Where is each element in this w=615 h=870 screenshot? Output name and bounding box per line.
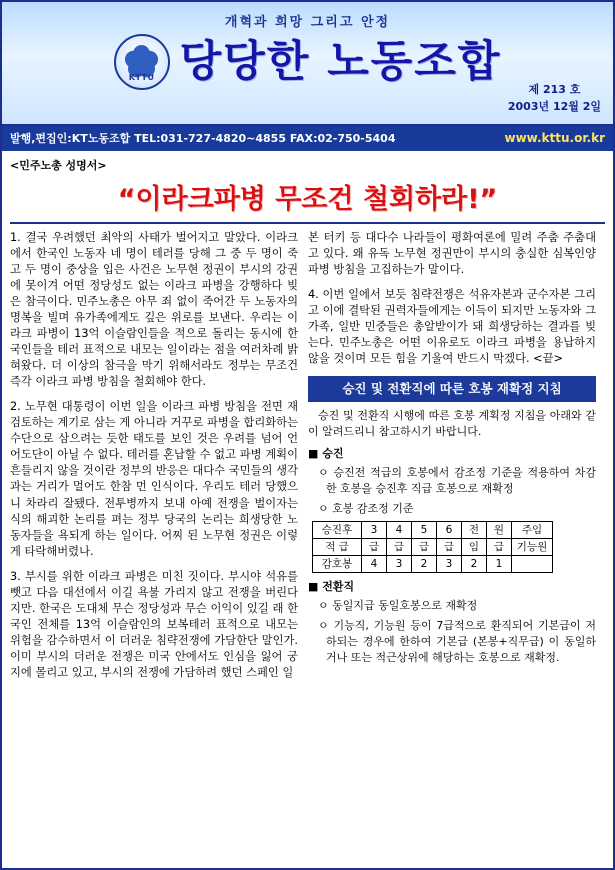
paragraph: 4. 이번 일에서 보듯 침략전쟁은 석유자본과 군수자본 그리고 이에 결탁된 권력자들에게는 이득이 되지만 노동자와 그 가족, 일반 민중들은 총알받이가 돼 희생당하는 결과를 빚는다. 민주노총은 어떤 이유로도 이라크 파병을 용납하지 않을 것이며 모든 힘을 기울여 반드시 막겠다. <끝> [308, 288, 596, 366]
table-cell: 주임 [512, 521, 553, 538]
paragraph: 3. 부시를 위한 이라크 파병은 미친 짓이다. 부시야 석유를 뺏고 다음 대선에서 이길 욕불 가리지 않고 전쟁을 버린다지만. 한국은 도대체 무슨 정당성과 무슨 이익이 있길 래 한국인 전체를 13억 이슬람인의 보복테러 표적으로 내모는 위험을 감수하면서 이 더러운 침략전쟁에 가담한단 말인가. 이미 부시의 더러운 전쟁은 미국 안에서도 인심을 잃어 궁지에 몰리고 있고, 부시의 전쟁에 가담하려 했던 스페인 일 [10, 569, 298, 679]
table-cell: 3 [437, 555, 462, 572]
table-cell: 1 [487, 555, 512, 572]
sub-section-1-title: ■ 승진 [308, 446, 344, 460]
union-logo-icon [114, 34, 170, 90]
grade-table-wrap [312, 521, 596, 573]
sub-intro: 승진 및 전환직 시행에 따른 호봉 계획정 지침을 아래와 같이 알려드리니 참고하시기 바랍니다. [308, 409, 596, 438]
article-kicker: <민주노총 성명서> [10, 159, 107, 172]
issue-date: 2003년 12월 2일 [507, 99, 601, 113]
issue-number: 제 213 호 [528, 83, 581, 96]
table-cell: 5 [412, 521, 437, 538]
table-cell: 2 [412, 555, 437, 572]
table-cell: 2 [462, 555, 487, 572]
right-column [308, 230, 596, 836]
sub-section-2-item: ㅇ 기능직, 기능원 등이 7급적으로 환직되어 기본급이 저하되는 경우에 한하여 기본급 (본봉+직무급) 이 동일하거나 또는 적근상위에 해당하는 호봉으로 재확정. [318, 618, 596, 664]
contact-info: 발행,편집인:KT노동조합 TEL:031-727-4820~4855 FAX:02-750-5404 [10, 132, 396, 145]
table-cell: 급 [362, 538, 387, 555]
paragraph: 2. 노무현 대통령이 이번 일을 이라크 파병 방침을 전면 재검토하는 계기로 삼는 게 아니라 거꾸로 파병을 합리화하는 수단으로 삼으려는 듯한 태도를 보인 것은 우려를 넘어 언어도단이 아닐 수 없다. 테러를 혼납할 수 없고 파병 계획이 흔들리지 않을 것이란 정부의 반응은 대다수 국민들의 생각과는 거리가 멀어도 한참 먼 인식이다. 우리도 테러 당했으니 차라리 잘됐다. 전투병까지 보내 아예 전쟁을 벌이자는 식의 해괴한 논리를 펴는 정부 당국의 논리는 희생당한 노동자들을 욕되게 하는 일이다. 어찌 된 노무현 정권은 이렇게 타락해버렸나. [10, 400, 298, 558]
paper-title: 당당한 노동조합 [179, 36, 502, 87]
sub-section-2-title: ■ 전환직 [308, 579, 355, 593]
table-cell: 4 [362, 555, 387, 572]
contact-bar [2, 126, 613, 151]
masthead [2, 2, 613, 126]
sub-section-1-item: ㅇ 호봉 감조정 기준 [318, 501, 414, 515]
table-cell: 승진후 [313, 521, 362, 538]
paragraph: 1. 결국 우려했던 최악의 사태가 벌어지고 말았다. 이라크에서 한국인 노동자 네 명이 테러를 당해 그 중 두 명이 죽고 두 명이 중상을 입은 사건은 노무현 정권이 부시의 강권에 못이겨 어떤 정당성도 없는 이라크 파병을 강행하다 빚은 참극이다. 민주노총은 아무 죄 없이 죽어간 두 노동자의 명복을 빌며 유가족에게도 깊은 위로를 보낸다. 우리는 이라크 파병이 13억 이슬람인들을 적으로 돌리는 동시에 한국인들을 테러 표적으로 내모는 일이라는 점을 여러차례 밝혀왔다. 더 이상의 참극을 막기 위해서라도 정부는 무조건 즉각 이라크 파병 방침을 철회해야 한다. [10, 231, 298, 389]
table-row [313, 555, 553, 572]
table-cell: 원 [487, 521, 512, 538]
sub-section-2-item: ㅇ 동일지급 동일호봉으로 재확정 [318, 598, 478, 612]
table-cell: 기능원 [512, 538, 553, 555]
left-column [10, 230, 298, 836]
table-cell: 적 급 [313, 538, 362, 555]
slogan: 개혁과 희망 그리고 안정 [224, 15, 391, 30]
headline-block [2, 151, 613, 224]
logo-text: KTTU [128, 73, 155, 82]
table-cell: 임 [462, 538, 487, 555]
table-cell: 급 [437, 538, 462, 555]
table-cell: 3 [387, 555, 412, 572]
sub-article-header: 승진 및 전환직에 따른 호봉 재확정 지침 [308, 376, 596, 402]
table-cell: 전 [462, 521, 487, 538]
table-cell: 감호봉 [313, 555, 362, 572]
table-row [313, 521, 553, 538]
table-cell: 3 [362, 521, 387, 538]
table-row [313, 538, 553, 555]
table-cell: 급 [412, 538, 437, 555]
table-cell: 4 [387, 521, 412, 538]
issue-info [508, 82, 601, 115]
table-cell: 급 [487, 538, 512, 555]
article-columns [2, 224, 613, 836]
website-link[interactable]: www.kttu.or.kr [504, 131, 605, 145]
table-cell: 급 [387, 538, 412, 555]
table-cell [512, 555, 553, 572]
title-row [2, 34, 613, 113]
table-cell: 6 [437, 521, 462, 538]
sub-section-1-item: ㅇ 승진전 적급의 호봉에서 감조정 기준을 적용하여 차감한 호봉을 승진후 직급 호봉으로 재확정 [318, 465, 596, 495]
paragraph: 본 터키 등 대다수 나라들이 평화여론에 밀려 주춤 주춤대고 있다. 왜 유독 노무현 정권만이 부시의 충실한 심복인양 파병 방침을 고집하는가 말이다. [308, 231, 596, 277]
article-headline: “이라크파병 무조건 철회하라!” [10, 174, 605, 224]
sub-article-body [308, 408, 596, 666]
grade-adjustment-table [312, 521, 553, 573]
